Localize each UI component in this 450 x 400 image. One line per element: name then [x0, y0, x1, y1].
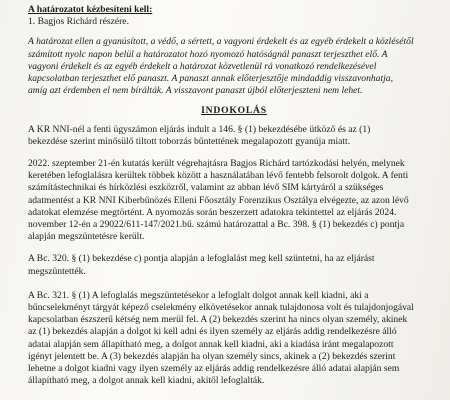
notice-line: amíg azt érdemben el nem bírálták. A visszavont panaszt újból előterjeszteni nem lehet.	[28, 85, 363, 97]
paragraph-line: A Bc. 321. § (1) A lefoglalás megszüntetésekor a lefoglalt dolgot annak kell kiadni, aki a	[28, 289, 369, 301]
notice-line: kapcsolatban terjeszthet elő panaszt. A panaszt annak előterjesztője mindaddig visszavonhatja,	[28, 73, 393, 85]
paragraph-line: keretében lefoglalásra kerültek többek között a használatában lévő fentebb felsorolt dolgok. A fenti	[28, 170, 409, 182]
paragraph-line: kapcsolatban észszerű kétség nem merül fel. A (2) bekezdés szerint ha nincs olyan személy, akinek	[28, 314, 408, 326]
paragraph-line: lehetne a dolgot kiadni vagy ilyen személy az eljárás addig rendelkezésre álló adatai alapján sem	[28, 363, 400, 375]
paragraph-line: az (1) bekezdés alapján a dolgot ki kell adni és ilyen személy az eljárás addig rendelkezésre álló	[28, 326, 397, 338]
paragraph-320	[28, 253, 440, 277]
paragraph-line: számítástechnikai és hírközlési eszközről, valamint az abban lévő SIM kártyáról a szükséges	[28, 182, 384, 194]
notice-line: A határozat ellen a gyanúsított, a védő, a sértett, a vagyoni érdekelt és az egyéb érdekelt a közlésétől	[28, 36, 414, 48]
paragraph-proceedings	[28, 124, 440, 148]
paragraph-line: A KR NNI-nél a fenti ügyszámon eljárás indult a 146. § (1) bekezdésébe ütköző és az (1)	[28, 123, 371, 135]
paragraph-line: adatai alapján sem állapítható meg, a dolgot annak kell kiadni, aki a kiadása iránt megalapozott	[28, 338, 394, 350]
delivery-recipient: 1. Bagjos Richárd részére.	[28, 16, 129, 28]
paragraph-line: igényt jelentett be. A (3) bekezdés alapján ha olyan személy sincs, akinek a (2) bekezdés szerint	[28, 350, 396, 362]
paragraph-line: adatokat elemzése megtörtént. A nyomozás során beszerzett adatokra tekintettel az eljárás 2024.	[28, 206, 397, 218]
paragraph-line: 2022. szeptember 21-én kutatás került végrehajtásra Bagjos Richárd tartózkodási helyén, melynek	[28, 158, 405, 170]
paragraph-line: adatmentést a KR NNI Kiberbűnözés Elleni Főosztály Forenzikus Osztálya elvégezte, az azon lévő	[28, 194, 409, 206]
section-title: INDOKOLÁS	[201, 105, 267, 117]
appeal-notice	[28, 36, 440, 97]
paragraph-line: alapján megszüntetésre került.	[28, 231, 145, 243]
delivery-heading: A határozatot kézbesíteni kell:	[28, 4, 153, 15]
paragraph-line: A Bc. 320. § (1) bekezdése c) pontja alapján a lefoglalást meg kell szüntetni, ha az eljárást	[28, 253, 375, 265]
paragraph-line: november 12-én a 29022/611-147/2021.bű. számú határozattal a Bc. 398. § (1) bekezdés c) pontja	[28, 219, 405, 231]
paragraph-search	[28, 158, 440, 243]
paragraph-line: bekezdése szerint minősülő tiltott toborzás bűntettének megalapozott gyanúja miatt.	[28, 135, 351, 147]
paragraph-321	[28, 290, 440, 388]
paragraph-line: megszüntették.	[28, 265, 86, 277]
paragraph-line: bűncselekményt tárgyát képező cselekmény elkövetésekor annak tulajdonosa volt és tulajdonjogával	[28, 302, 414, 314]
notice-line: vagyoni érdekelt és az egyéb érdekelt a határozat közvetlenül rá vonatkozó rendelkezésével	[28, 60, 377, 72]
notice-line: számított nyolc napon belül a határozatot hozó nyomozó hatóságnál panaszt terjeszthet elő. A	[28, 48, 388, 60]
paragraph-line: állapítható meg, a dolgot annak kell kiadni, akitől lefoglalták.	[28, 375, 265, 387]
